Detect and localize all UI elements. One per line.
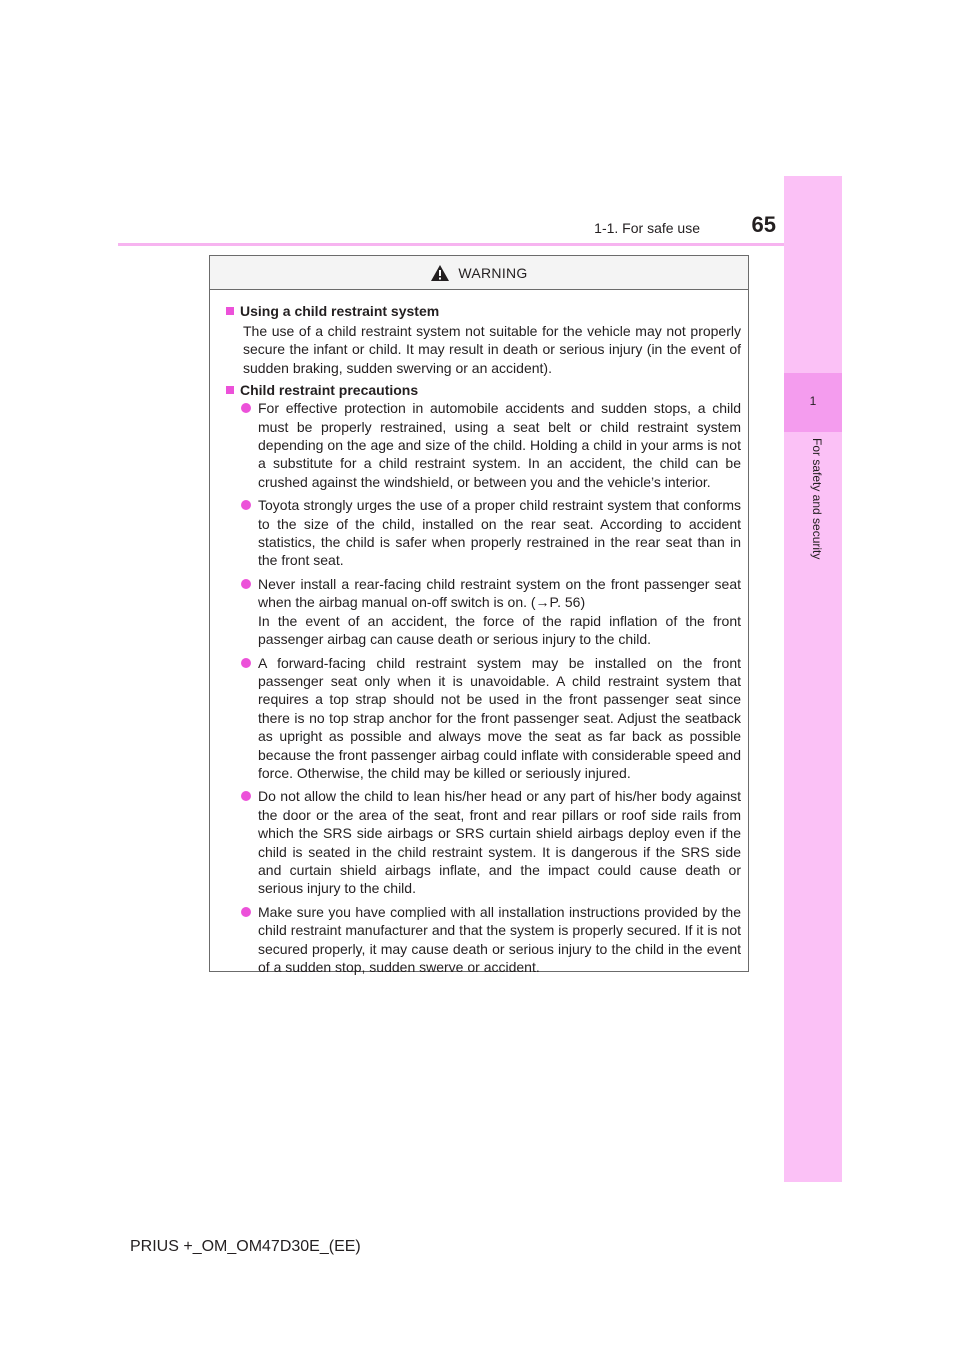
bullet-dot-icon xyxy=(241,658,251,668)
page-number: 65 xyxy=(751,212,776,237)
chapter-title: For safety and security xyxy=(810,438,824,560)
warning-box xyxy=(209,255,749,975)
bullet-dot-icon xyxy=(241,791,251,801)
section-heading: Child restraint precautions xyxy=(226,381,741,399)
section-title: 1-1. For safe use xyxy=(594,220,700,236)
bullet-item: Do not allow the child to lean his/her head or any part of his/her body against the door or the area of the seat, front and rear pillars or roof side rails from which the SRS side airbags or SRS curtain shield airbags deploy even if the child is seated in the child restraint system. It is dangerous if the SRS side and curtain shield airbags inflate, and the impact could cause death or serious injury to the child. xyxy=(226,787,741,897)
warning-triangle-icon xyxy=(430,264,450,282)
bullet-item: For effective protection in automobile accidents and sudden stops, a child must be properly restrained, using a seat belt or child restraint system depending on the age and size of the child. Holding a child in your arms is not a substitute for a child restraint system. In an accident, the child can be crushed against the windshield, or between you and the vehicle’s interior. xyxy=(226,399,741,491)
document-code: PRIUS +_OM_OM47D30E_(EE) xyxy=(130,1238,361,1255)
bullet-dot-icon xyxy=(241,500,251,510)
chapter-number: 1 xyxy=(809,394,817,408)
warning-body xyxy=(210,290,748,976)
square-bullet-icon xyxy=(226,386,234,394)
side-tab xyxy=(784,176,842,1182)
bullet-dot-icon xyxy=(241,907,251,917)
section-heading: Using a child restraint system xyxy=(226,302,741,320)
warning-label: WARNING xyxy=(458,264,528,281)
bullet-item: Never install a rear-facing child restraint system on the front passenger seat when the airbag manual on-off switch is on. (→P. 56) In the event of an accident, the force of the rapid inflation of the front passenger airbag can cause death or serious injury to the child. xyxy=(226,575,741,649)
bullet-item: Make sure you have complied with all installation instructions provided by the child restraint manufacturer and that the system is properly secured. If it is not secured properly, it may cause death or serious injury to the child in the event of a sudden stop, sudden swerve or accident. xyxy=(226,903,741,977)
bullet-item: Toyota strongly urges the use of a proper child restraint system that conforms to the size of the child, installed on the rear seat. According to accident statistics, the child is safer when properly restrained in the rear seat than in the front seat. xyxy=(226,496,741,570)
bullet-dot-icon xyxy=(241,579,251,589)
square-bullet-icon xyxy=(226,307,234,315)
warning-header xyxy=(210,256,748,290)
bullet-item: A forward-facing child restraint system may be installed on the front passenger seat only when it is unavoidable. A child restraint system that requires a top strap should not be used in the front passenger seat since there is no top strap anchor for the front passenger seat. Adjust the seatback as upright as possible and always move the seat as far back as possible because the front passenger airbag could inflate with considerable speed and force. Otherwise, the child may be killed or seriously injured. xyxy=(226,654,741,783)
header-rule xyxy=(118,243,784,246)
bullet-dot-icon xyxy=(241,403,251,413)
section-text: The use of a child restraint system not suitable for the vehicle may not properly secure the infant or child. It may result in death or serious injury (in the event of sudden braking, sudden swerving or an accident). xyxy=(243,323,741,376)
